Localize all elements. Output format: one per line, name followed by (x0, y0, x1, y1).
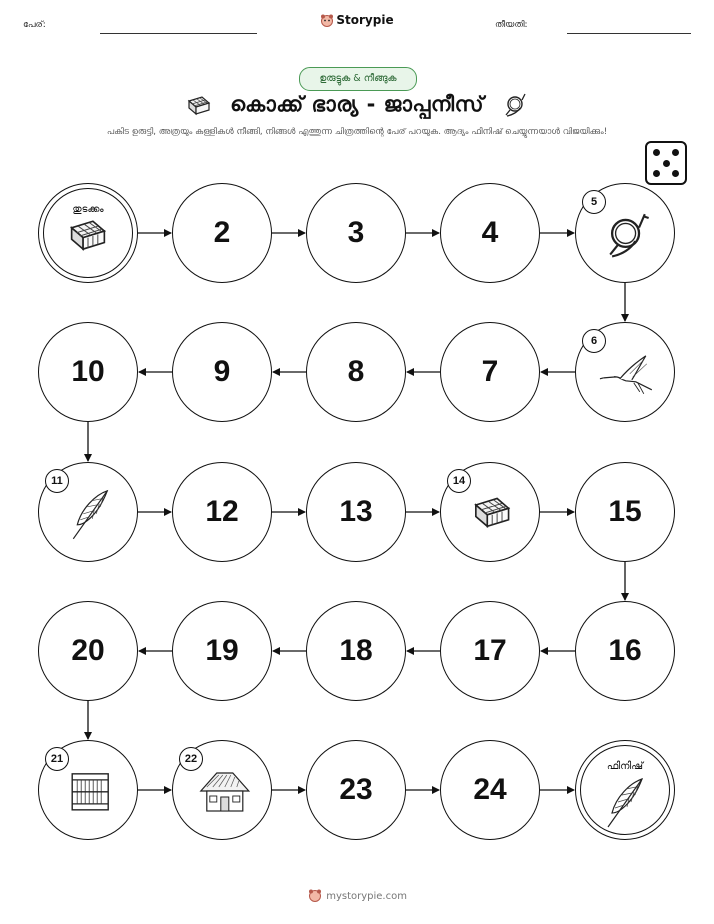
space-number: 8 (347, 355, 365, 388)
space-number-badge: 22 (179, 747, 203, 771)
storypie-logo-icon (320, 13, 334, 27)
rope-loop-icon (603, 210, 653, 264)
space-number-badge: 21 (45, 747, 69, 771)
footer-logo-icon (307, 888, 323, 902)
start-label: തുടക്കം (72, 204, 104, 215)
space-number: 12 (205, 495, 239, 528)
space-number-badge: 11 (45, 469, 69, 493)
name-label: പേര്: (23, 20, 46, 30)
finish-space (575, 740, 675, 840)
board-space-20 (38, 601, 138, 701)
space-number: 17 (473, 634, 507, 667)
space-number: 2 (213, 216, 231, 249)
board-space-14 (440, 462, 540, 562)
space-number: 23 (339, 773, 373, 806)
date-line[interactable] (567, 33, 691, 34)
board-space-15 (575, 462, 675, 562)
board-space-12 (172, 462, 272, 562)
brand-name: Storypie (336, 13, 394, 27)
board-space-16 (575, 601, 675, 701)
start-space (38, 183, 138, 283)
crane-bird-icon (600, 352, 656, 400)
footer-url: mystorypie.com (326, 891, 407, 902)
board-space-17 (440, 601, 540, 701)
board-space-21 (38, 740, 138, 840)
space-number: 18 (339, 634, 373, 667)
board-space-22 (172, 740, 272, 840)
board-space-13 (306, 462, 406, 562)
quilt-icon (66, 218, 110, 258)
board-space-18 (306, 601, 406, 701)
space-number: 10 (71, 355, 105, 388)
space-number: 3 (347, 216, 365, 249)
space-number: 19 (205, 634, 239, 667)
quilt-icon (470, 495, 514, 535)
dice-five-icon (645, 141, 687, 185)
space-number-badge: 5 (582, 190, 606, 214)
board-space-9 (172, 322, 272, 422)
board-space-23 (306, 740, 406, 840)
board-space-8 (306, 322, 406, 422)
space-number: 13 (339, 495, 373, 528)
brand (0, 13, 714, 27)
board-space-3 (306, 183, 406, 283)
space-number: 7 (481, 355, 499, 388)
space-number: 4 (481, 216, 499, 249)
page-title: കൊക്ക് ഭാര്യ - ജാപ്പനീസ് (230, 92, 484, 116)
space-number-badge: 14 (447, 469, 471, 493)
board-space-5 (575, 183, 675, 283)
board-space-4 (440, 183, 540, 283)
space-number-badge: 6 (582, 329, 606, 353)
finish-label: ഫിനിഷ് (606, 761, 644, 772)
board-space-6 (575, 322, 675, 422)
date-label: തീയതി: (495, 20, 528, 30)
board-space-24 (440, 740, 540, 840)
hut-icon (197, 769, 253, 819)
space-number: 9 (213, 355, 231, 388)
space-number: 15 (608, 495, 642, 528)
title-rope-icon (502, 92, 528, 118)
space-number: 20 (71, 634, 105, 667)
space-number: 16 (608, 634, 642, 667)
feather-icon (602, 775, 648, 835)
board-space-10 (38, 322, 138, 422)
board-space-19 (172, 601, 272, 701)
space-number: 24 (473, 773, 507, 806)
feather-icon (67, 487, 113, 547)
board-space-11 (38, 462, 138, 562)
board-space-2 (172, 183, 272, 283)
name-line[interactable] (100, 33, 257, 34)
footer (0, 888, 714, 902)
instructions: പകിട ഉരുട്ടി, അത്രയും കള്ളികൾ നീങ്ങി, നിങ്ങൾ എത്തുന്ന ചിത്രത്തിന്റെ പേര് പറയുക. ആദ്യം ഫിനിഷ് ചെയ്യുന്നയാൾ വിജയിക്കും! (106, 127, 608, 137)
activity-pill: ഉരുട്ടുക & നീങ്ങുക (299, 67, 417, 91)
board-space-7 (440, 322, 540, 422)
loom-icon (68, 770, 112, 818)
